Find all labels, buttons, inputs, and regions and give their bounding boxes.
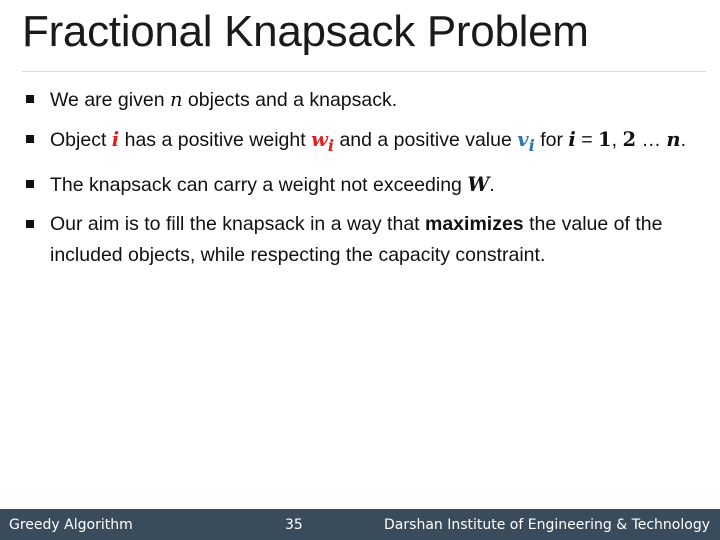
bullet-text: for xyxy=(534,129,569,151)
bullet-text: We are given xyxy=(50,89,170,111)
bullet-item-weights-values xyxy=(22,124,704,161)
bullet-text: . xyxy=(680,129,686,151)
bullet-text: has a positive weight xyxy=(119,129,312,151)
math-ellipsis: … xyxy=(636,129,667,151)
bullet-item-aim xyxy=(22,209,704,271)
bullet-text: Our aim is to fill the knapsack in a way that xyxy=(50,212,425,235)
bullet-text: the value of the included objects, while respecting the capacity constraint. xyxy=(50,212,663,266)
bullet-text: objects and a knapsack. xyxy=(182,89,398,111)
bullet-text: . xyxy=(489,173,495,196)
footer-bar xyxy=(0,509,720,540)
title-divider xyxy=(22,71,706,72)
math-v-subscript: i xyxy=(528,135,535,155)
bullet-square-icon xyxy=(26,135,34,143)
math-i: i xyxy=(568,128,576,151)
math-range-start: 1 xyxy=(598,128,612,151)
footer-institute-name: Darshan Institute of Engineering & Technology xyxy=(384,517,710,533)
bullet-text: Object xyxy=(50,129,112,151)
math-W: W xyxy=(467,172,490,196)
bullet-list xyxy=(22,84,704,279)
emphasis-maximizes: maximizes xyxy=(425,212,524,235)
bullet-square-icon xyxy=(26,220,34,228)
math-w: w xyxy=(311,128,328,151)
footer-course-title: Greedy Algorithm xyxy=(9,517,133,533)
math-w-subscript: i xyxy=(327,135,335,155)
bullet-square-icon xyxy=(26,95,34,103)
bullet-item-capacity xyxy=(22,169,704,201)
bullet-square-icon xyxy=(26,180,34,188)
bullet-text: and a positive value xyxy=(334,129,518,151)
math-n: n xyxy=(169,88,183,111)
math-comma: , xyxy=(611,129,623,151)
math-equals: = xyxy=(575,129,599,151)
bullet-text: The knapsack can carry a weight not exceeding xyxy=(50,173,468,196)
math-v: v xyxy=(517,128,529,151)
bullet-item-objects xyxy=(22,84,704,116)
math-i: i xyxy=(111,128,120,151)
slide-title: Fractional Knapsack Problem xyxy=(22,7,589,56)
math-range-two: 2 xyxy=(622,128,637,151)
math-range-n: n xyxy=(666,128,681,151)
footer-page-number: 35 xyxy=(285,517,303,533)
